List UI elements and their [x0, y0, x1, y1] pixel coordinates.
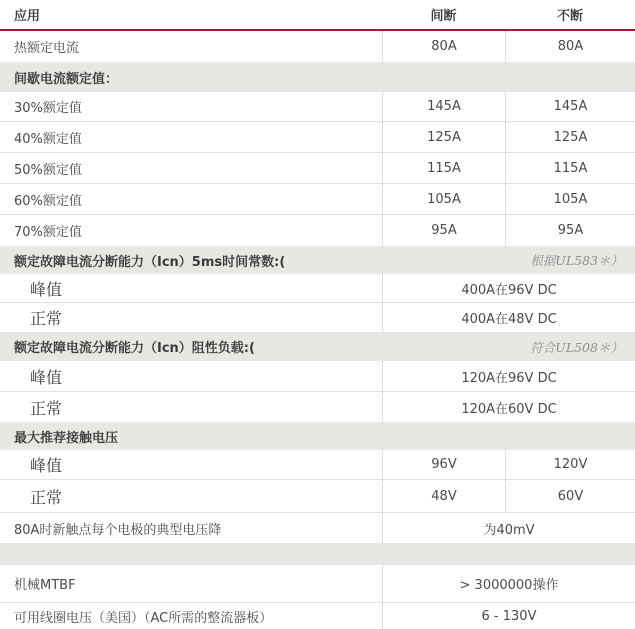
table-row [0, 303, 635, 332]
table-row [0, 31, 635, 62]
value-cell-intermittent: 125A [382, 122, 505, 152]
row-label: 正常 [30, 309, 63, 328]
row-label: 60%额定值 [14, 193, 82, 209]
table-row [0, 274, 635, 303]
row-label: 正常 [30, 487, 63, 507]
value-cell-continuous: 125A [505, 122, 635, 152]
table-row [0, 513, 635, 543]
value-cell-intermittent: 96V [382, 450, 505, 479]
value-cell-continuous: 80A [505, 31, 635, 62]
merged-value-cell: 6 - 130V [382, 603, 635, 629]
row-label: 80A时新触点每个电极的典型电压降 [14, 522, 222, 538]
table-row [0, 153, 635, 184]
column-header-continuous: 不断 [556, 9, 583, 24]
table-row [0, 92, 635, 122]
column-header-application: 应用 [14, 9, 41, 24]
table-row [0, 361, 635, 392]
value-cell-continuous: 120V [505, 450, 635, 479]
row-label: 正常 [30, 398, 63, 418]
section-title: 额定故障电流分断能力（Icn）阻性负载:( [14, 341, 255, 356]
section-note: 符合UL508＊） [530, 339, 623, 355]
value-cell-intermittent: 145A [382, 92, 505, 121]
row-label: 30%额定值 [14, 101, 82, 116]
row-label: 机械MTBF [14, 578, 76, 593]
value-cell-continuous: 105A [505, 184, 635, 214]
row-label: 峰值 [30, 367, 63, 387]
section-header-row [0, 422, 635, 450]
value-cell-intermittent: 115A [382, 153, 505, 183]
table-row [0, 450, 635, 480]
table-row [0, 603, 635, 629]
value-cell-continuous: 115A [505, 153, 635, 183]
section-title: 间歇电流额定值： [14, 71, 119, 87]
table-row [0, 392, 635, 422]
value-cell-continuous: 60V [505, 480, 635, 512]
row-label: 70%额定值 [14, 225, 82, 240]
merged-value-cell: 120A在96V DC [382, 361, 635, 391]
section-header-row [0, 246, 635, 274]
row-label: 50%额定值 [14, 162, 82, 178]
merged-value-cell: 120A在60V DC [382, 392, 635, 422]
value-cell-intermittent: 80A [382, 31, 505, 62]
row-label: 峰值 [30, 456, 63, 475]
row-label: 可用线圈电压（美国）（AC所需的整流器板） [14, 610, 273, 626]
merged-value-cell: > 3000000操作 [382, 565, 635, 602]
value-cell-intermittent: 95A [382, 215, 505, 246]
table-body [0, 31, 635, 629]
value-cell-continuous: 95A [505, 215, 635, 246]
section-header-row [0, 62, 635, 92]
section-note: 根据UL583＊） [530, 253, 623, 268]
table-row [0, 184, 635, 215]
merged-value-cell: 400A在96V DC [382, 274, 635, 302]
table-row [0, 480, 635, 513]
value-cell-intermittent: 48V [382, 480, 505, 512]
value-cell-intermittent: 105A [382, 184, 505, 214]
section-title: 最大推荐接触电压 [14, 430, 119, 446]
table-row [0, 565, 635, 603]
section-spacer-row [0, 543, 635, 565]
section-header-row [0, 332, 635, 361]
row-label: 40%额定值 [14, 131, 82, 147]
table-row [0, 215, 635, 246]
section-title: 额定故障电流分断能力（Icn）5ms时间常数:( [14, 254, 286, 270]
value-cell-continuous: 145A [505, 92, 635, 121]
column-header-intermittent: 间断 [430, 9, 457, 24]
table-header-row [0, 0, 635, 31]
merged-value-cell: 400A在48V DC [382, 303, 635, 332]
row-label: 峰值 [30, 279, 63, 299]
row-label: 热额定电流 [14, 41, 80, 56]
merged-value-cell: 为40mV [382, 513, 635, 543]
table-row [0, 122, 635, 153]
